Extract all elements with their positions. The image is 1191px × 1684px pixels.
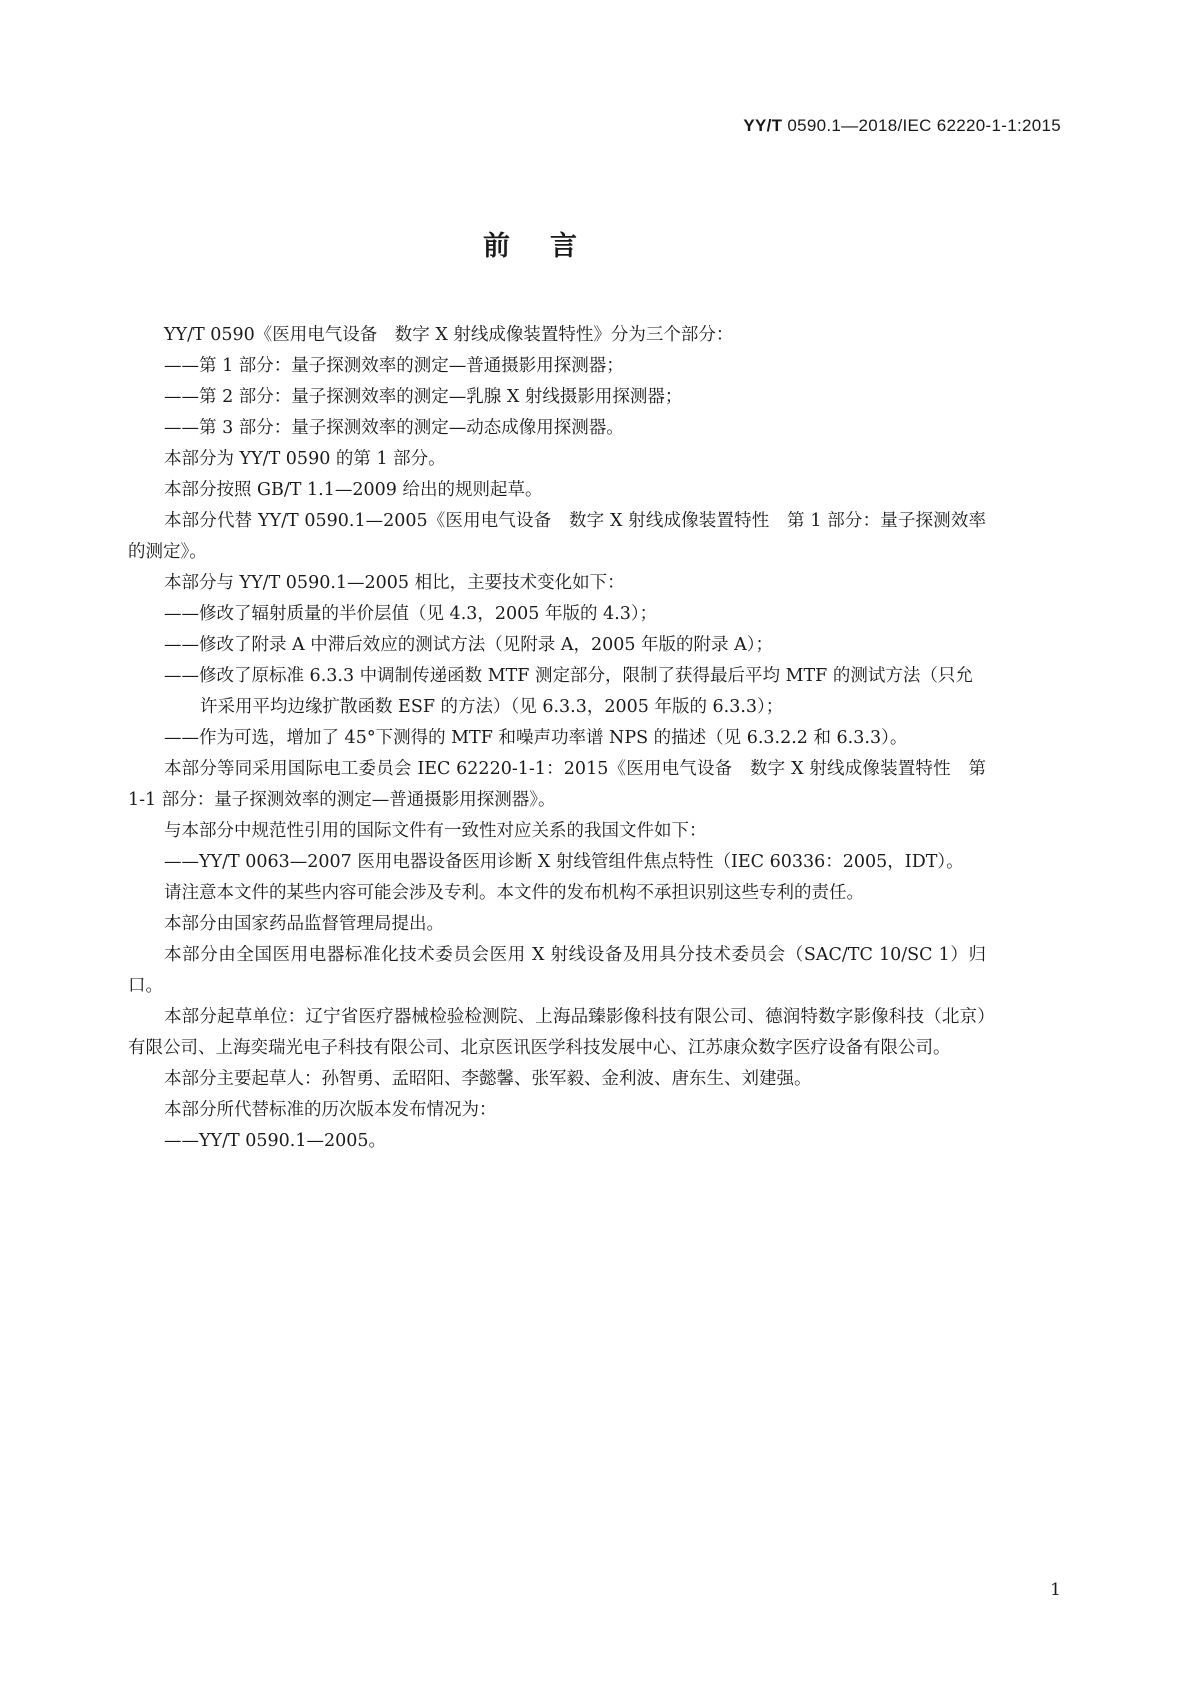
page-title: 前言 bbox=[483, 231, 617, 262]
paragraph-under-jurisdiction: 本部分由全国医用电器标准化技术委员会医用 X 射线设备及用具分技术委员会（SAC/TC 10/SC 1）归口。 bbox=[128, 945, 986, 996]
document-code-prefix: YY/T bbox=[743, 116, 783, 135]
document-code-header bbox=[743, 116, 1061, 136]
paragraph-replaces: 本部分代替 YY/T 0590.1—2005《医用电气设备 数字 X 射线成像装置特性 第 1 部分：量子探测效率的测定》。 bbox=[128, 511, 986, 562]
list-item-change-1: ——修改了辐射质量的半价层值（见 4.3，2005 年版的 4.3）； bbox=[164, 604, 658, 624]
list-item-part-1: ——第 1 部分：量子探测效率的测定—普通摄影用探测器； bbox=[164, 356, 624, 376]
paragraph-part-statement: 本部分为 YY/T 0590 的第 1 部分。 bbox=[164, 449, 446, 469]
paragraph-references-intro: 与本部分中规范性引用的国际文件有一致性对应关系的我国文件如下： bbox=[164, 821, 707, 841]
list-item-reference: ——YY/T 0063—2007 医用电器设备医用诊断 X 射线管组件焦点特性（IEC 60336：2005，IDT）。 bbox=[164, 852, 964, 872]
list-item-change-4: ——作为可选，增加了 45°下测得的 MTF 和噪声功率谱 NPS 的描述（见 6.3.2.2 和 6.3.3）。 bbox=[164, 728, 908, 748]
paragraph-proposed-by: 本部分由国家药品监督管理局提出。 bbox=[164, 914, 444, 934]
paragraph-drafting-rules: 本部分按照 GB/T 1.1—2009 给出的规则起草。 bbox=[164, 480, 543, 500]
list-item-part-3: ——第 3 部分：量子探测效率的测定—动态成像用探测器。 bbox=[164, 418, 624, 438]
document-code-rest: 0590.1—2018/IEC 62220-1-1:2015 bbox=[782, 116, 1061, 135]
paragraph-drafters: 本部分主要起草人：孙智勇、孟昭阳、李懿馨、张军毅、金利波、唐东生、刘建强。 bbox=[164, 1069, 812, 1089]
list-item-change-2: ——修改了附录 A 中滞后效应的测试方法（见附录 A，2005 年版的附录 A）； bbox=[164, 635, 774, 655]
paragraph-patent-notice: 请注意本文件的某些内容可能会涉及专利。本文件的发布机构不承担识别这些专利的责任。 bbox=[164, 883, 864, 903]
paragraph-history-intro: 本部分所代替标准的历次版本发布情况为： bbox=[164, 1100, 497, 1120]
paragraph-iec-adoption: 本部分等同采用国际电工委员会 IEC 62220-1-1：2015《医用电气设备 数字 X 射线成像装置特性 第 1-1 部分：量子探测效率的测定—普通摄影用探测器》。 bbox=[128, 759, 986, 810]
foreword-body bbox=[128, 320, 986, 1157]
paragraph-changes-intro: 本部分与 YY/T 0590.1—2005 相比，主要技术变化如下： bbox=[164, 573, 625, 593]
list-item-part-2: ——第 2 部分：量子探测效率的测定—乳腺 X 射线摄影用探测器； bbox=[164, 387, 683, 407]
list-item-history: ——YY/T 0590.1—2005。 bbox=[164, 1131, 387, 1151]
paragraph-intro: YY/T 0590《医用电气设备 数字 X 射线成像装置特性》分为三个部分： bbox=[164, 325, 734, 345]
page-number: 1 bbox=[1050, 1580, 1061, 1600]
paragraph-drafting-units: 本部分起草单位：辽宁省医疗器械检验检测院、上海品臻影像科技有限公司、德润特数字影像科技（北京）有限公司、上海奕瑞光电子科技有限公司、北京医讯医学科技发展中心、江苏康众数字医疗设备有限公司。 bbox=[128, 1007, 986, 1058]
list-item-change-3: ——修改了原标准 6.3.3 中调制传递函数 MTF 测定部分，限制了获得最后平均 MTF 的测试方法（只允许采用平均边缘扩散函数 ESF 的方法）（见 6.3.3，2005 年版的 6.3.3）； bbox=[164, 666, 973, 717]
